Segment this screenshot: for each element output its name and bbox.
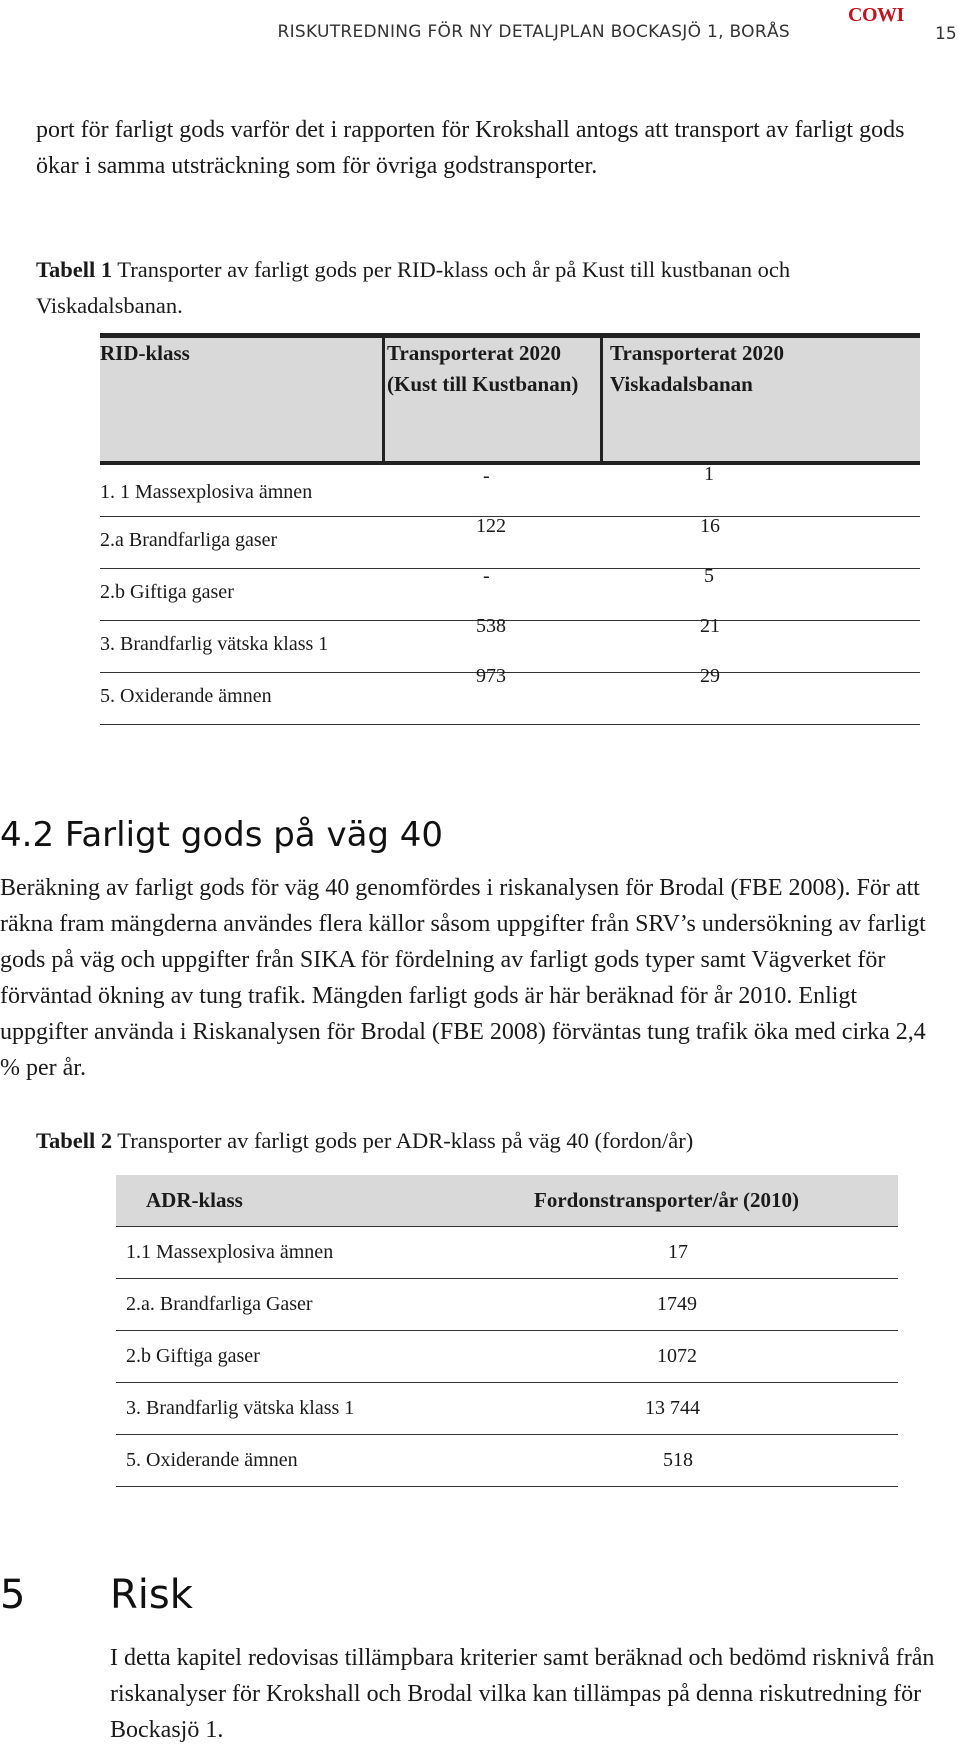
- intro-paragraph: port för farligt gods varför det i rapporten för Krokshall antogs att transport av farligt gods ökar i samma utsträckning som för övriga godstransporter.: [36, 117, 905, 179]
- table1-header-rid-klass: RID-klass: [100, 341, 190, 365]
- table1-cell-klass: 2.b Giftiga gaser: [100, 581, 234, 603]
- table2-header-fordon: Fordonstransporter/år (2010): [534, 1188, 799, 1212]
- table-row: [100, 665, 920, 725]
- table1-header: [100, 333, 920, 465]
- table2-cell-value: 1072: [657, 1345, 697, 1367]
- table1-cell-kust: -: [483, 565, 490, 587]
- table1-cell-kust: -: [483, 465, 490, 487]
- table2-cell-value: 518: [663, 1449, 693, 1471]
- table1-header-viskadal-line1: Transporterat 2020: [610, 341, 784, 365]
- running-header: RISKUTREDNING FÖR NY DETALJPLAN BOCKASJÖ 1, BORÅS: [277, 22, 790, 42]
- table2-cell-klass: 1.1 Massexplosiva ämnen: [126, 1241, 334, 1263]
- table2-cell-klass: 2.a. Brandfarliga Gaser: [126, 1293, 313, 1315]
- table-row: [116, 1383, 898, 1435]
- table1-cell-klass: 2.a Brandfarliga gaser: [100, 529, 278, 551]
- table1-cell-klass: 1. 1 Massexplosiva ämnen: [100, 481, 313, 503]
- table-row: [116, 1435, 898, 1487]
- table-row: [100, 565, 920, 621]
- table1-cell-klass: 3. Brandfarlig vätska klass 1: [100, 633, 329, 655]
- section-5-heading: [0, 1572, 193, 1618]
- table1-header-kust-line2: (Kust till Kustbanan): [387, 372, 579, 396]
- section-5-paragraph: I detta kapitel redovisas tillämpbara kriterier samt beräknad och bedömd risknivå från riskanalyser för Krokshall och Brodal vilka kan tillämpas på denna riskutredning för Bockasjö 1.: [110, 1645, 935, 1743]
- table1-cell-kust: 538: [476, 615, 506, 637]
- table2-caption-label: Tabell 2: [36, 1128, 113, 1153]
- table1-header-viskadal-line2: Viskadalsbanan: [610, 372, 753, 396]
- section-4-2-paragraph: Beräkning av farligt gods för väg 40 genomfördes i riskanalysen för Brodal (FBE 2008). För att räkna fram mängderna användes flera källor såsom uppgifter från SRV’s undersökning av farligt gods på väg och uppgifter från SIKA för fördelning av farligt gods typer samt Vägverket för förväntad ökning av tung trafik. Mängden farligt gods är här beräknad för år 2010. Enligt uppgifter använda i Riskanalysen för Brodal (FBE 2008) förväntas tung trafik öka med cirka 2,4 % per år.: [0, 875, 926, 1081]
- table2-cell-value: 13 744: [645, 1397, 700, 1419]
- table2-cell-klass: 3. Brandfarlig vätska klass 1: [126, 1397, 355, 1419]
- table2-header-adr-klass: ADR-klass: [146, 1188, 243, 1212]
- table2-cell-klass: 5. Oxiderande ämnen: [126, 1449, 298, 1471]
- table2-cell-value: 1749: [657, 1293, 697, 1315]
- table-row: [100, 465, 920, 517]
- table-row: [116, 1227, 898, 1279]
- table1-cell-kust: 122: [476, 515, 506, 537]
- section-4-2-heading: 4.2 Farligt gods på väg 40: [0, 815, 444, 855]
- table2-caption: [36, 1128, 936, 1154]
- table1-cell-klass: 5. Oxiderande ämnen: [100, 685, 272, 707]
- table-row: [100, 615, 920, 673]
- section-5-title: Risk: [110, 1572, 193, 1618]
- table1-cell-viskadal: 1: [704, 463, 714, 485]
- table1-caption-text: Transporter av farligt gods per RID-klass och år på Kust till kustbanan och Viskadalsbanan.: [36, 257, 791, 318]
- page-number: 15: [935, 24, 957, 44]
- table2-cell-klass: 2.b Giftiga gaser: [126, 1345, 260, 1367]
- table2-cell-value: 17: [668, 1241, 688, 1263]
- table1-caption: [36, 252, 936, 324]
- table1-cell-viskadal: 29: [700, 665, 720, 687]
- table1-cell-viskadal: 16: [700, 515, 720, 537]
- table-row: [116, 1331, 898, 1383]
- cowi-logo: COWI: [848, 4, 904, 26]
- table2-caption-text: Transporter av farligt gods per ADR-klass på väg 40 (fordon/år): [112, 1128, 694, 1153]
- table1-cell-viskadal: 5: [704, 565, 714, 587]
- section-5-number: 5: [0, 1572, 26, 1618]
- table1-cell-kust: 973: [476, 665, 506, 687]
- table1-caption-label: Tabell 1: [36, 257, 113, 282]
- table2-header: [116, 1175, 898, 1227]
- table1-cell-viskadal: 21: [700, 615, 720, 637]
- table1-header-kust-line1: Transporterat 2020: [387, 341, 561, 365]
- table-row: [100, 517, 920, 569]
- table-row: [116, 1279, 898, 1331]
